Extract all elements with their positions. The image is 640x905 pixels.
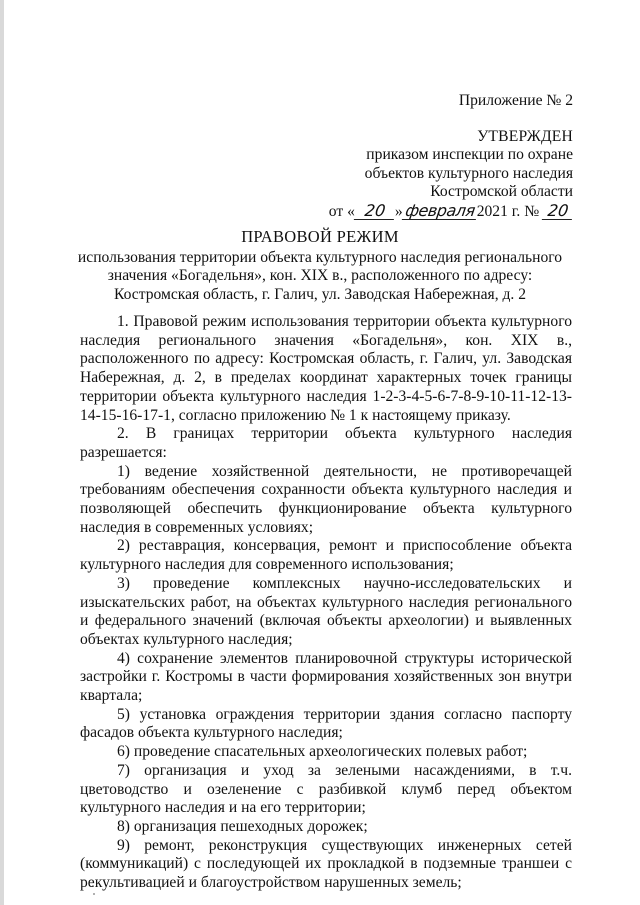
approval-line: Костромской области <box>430 183 573 200</box>
approval-line: объектов культурного наследия <box>364 164 573 182</box>
scan-edge-shadow <box>0 0 4 905</box>
document-title: ПРАВОВОЙ РЕЖИМ <box>241 227 399 246</box>
handwritten-day: 20 <box>354 203 396 220</box>
document-body <box>80 313 572 893</box>
appendix-number: Приложение № 2 <box>458 92 573 109</box>
paragraph: 8) организация пешеходных дорожек; <box>117 817 368 835</box>
paragraph: 1) ведение хозяйственной деятельности, не противоречащей требованиям обеспечения сохранности объекта культурного наследия и позволяющей обеспечить функционирование объекта культурного наследия в современных условиях; <box>80 462 572 536</box>
handwritten-order-number: 20 <box>542 203 574 220</box>
paragraph: 4) сохранение элементов планировочной структуры исторической застройки г. Костромы в части формирования хозяйственных зон внутри квартала; <box>80 649 572 705</box>
paragraph: 5) установка ограждения территории здания согласно паспорту фасадов объекта культурного наследия; <box>80 705 572 742</box>
title-subline: значения «Богадельня», кон. XIX в., расположенного по адресу: <box>107 267 533 284</box>
approval-stamp-block <box>329 92 573 221</box>
paragraph: 2) реставрация, консервация, ремонт и приспособление объекта культурного наследия для современного использования; <box>80 537 572 574</box>
approved-heading: УТВЕРЖДЕН <box>477 127 573 145</box>
approval-line: приказом инспекции по охране <box>366 146 573 163</box>
paragraph: 2. В границах территории объекта культурного наследия разрешается: <box>80 425 572 461</box>
date-year: 2021 г. № <box>476 202 540 220</box>
paragraph: 9) ремонт, реконструкция существующих инженерных сетей (коммуникаций) с последующей их прокладкой в подземные траншеи с рекультивацией и благоустройством нарушенных земель; <box>80 836 572 892</box>
title-subline: использования территории объекта культурного наследия регионального <box>77 248 563 266</box>
paragraph: 7) организация и уход за зелеными насаждениями, в т.ч. цветоводство и озеленение с разбивкой клумб перед объектом культурного наследия и на его территории; <box>80 761 572 817</box>
paragraph: 6) проведение спасательных археологических полевых работ; <box>117 743 528 761</box>
scan-speck <box>93 893 95 895</box>
date-mid: » <box>394 202 403 220</box>
document-title-block <box>70 228 570 304</box>
date-prefix: от « <box>328 202 355 220</box>
paragraph: 3) проведение комплексных научно-исследовательских и изыскательских работ, на объектах культурного наследия регионального и федерального значений (включая объекты археологии) и выявленных объектах культурного наследия; <box>80 574 572 648</box>
handwritten-month: февраля <box>401 203 477 220</box>
approval-date-line <box>328 200 573 222</box>
paragraph: 1. Правовой режим использования территории объекта культурного наследия регионального значения «Богадельня», кон. XIX в., расположенного по адресу: Костромская область, г. Галич, ул. Заводская Набережная, д. 2, в пределах координат характерных точек границы территории объекта культурного наследия 1-2-3-4-5-6-7-8-9-10-11-12-13-14-15-16-17-1, согласно приложению № 1 к настоящему приказу. <box>80 313 572 424</box>
title-subline: Костромская область, г. Галич, ул. Заводская Набережная, д. 2 <box>113 285 527 303</box>
